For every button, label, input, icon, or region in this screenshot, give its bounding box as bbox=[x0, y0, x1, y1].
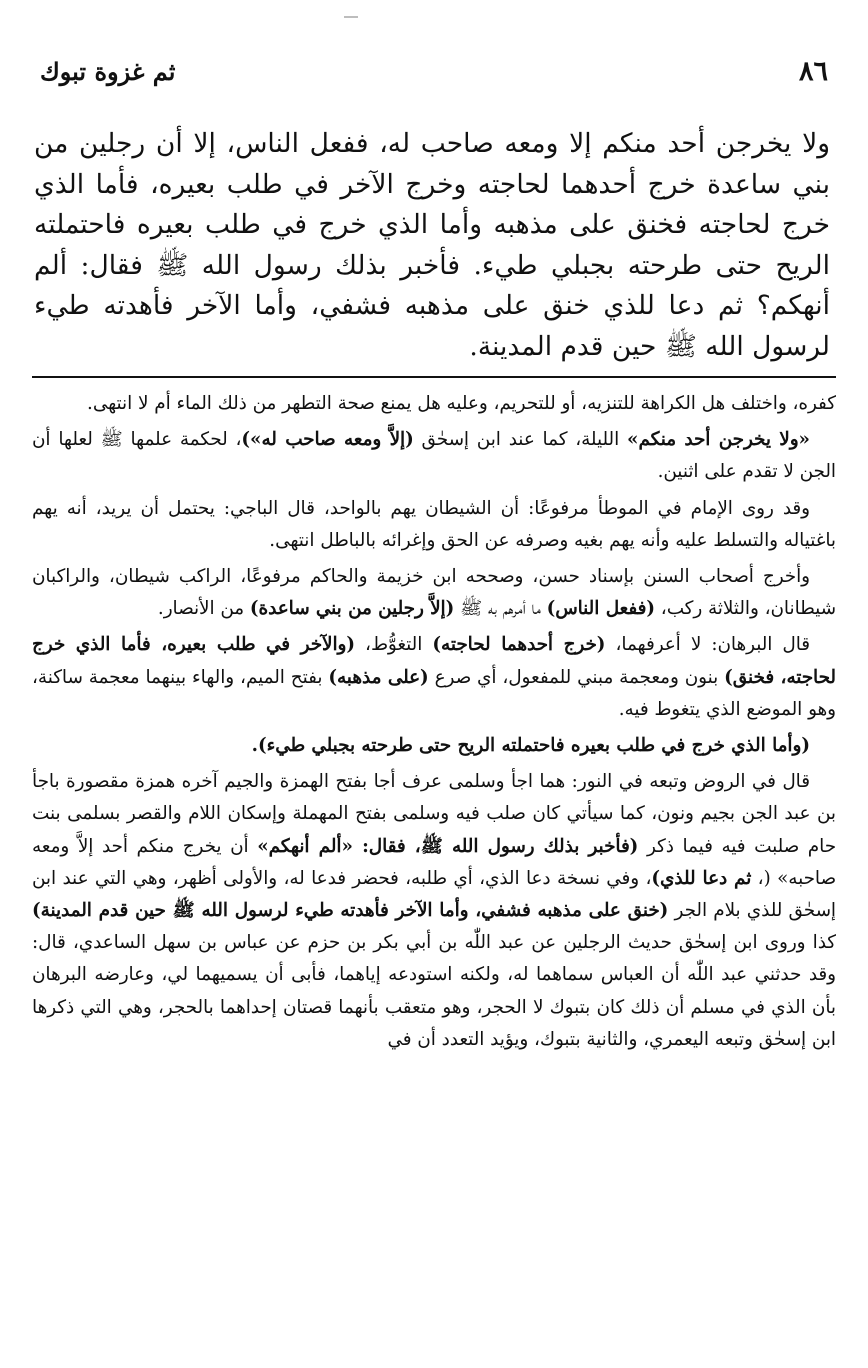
page-number: ٨٦ bbox=[798, 56, 828, 87]
quoted-phrase: «ولا يخرجن أحد منكم» bbox=[627, 429, 810, 451]
commentary-text: قال البرهان: لا أعرفهما، bbox=[605, 634, 811, 656]
commentary-text: بفتح الميم، والهاء بينهما معجمة ساكنة، وهو الموضع الذي يتغوط فيه. bbox=[32, 666, 836, 720]
quoted-phrase: (إلاَّ رجلين من بني ساعدة) bbox=[249, 598, 455, 620]
quoted-phrase: (على مذهبه) bbox=[328, 666, 429, 688]
footnote-divider bbox=[32, 376, 836, 378]
commentary-text: ، لحكمة علمها ﷺ لعلها أن الجن لا تقدم على اثنين. bbox=[32, 429, 836, 483]
commentary-paragraph: كفره، واختلف هل الكراهة للتنزيه، أو للتحريم، وعليه هل يمنع صحة التطهر من ذلك الماء أم لا انتهى. bbox=[87, 393, 836, 414]
commentary-text: من الأنصار. bbox=[157, 598, 250, 620]
commentary-text: الليلة، كما عند ابن إسحٰق bbox=[413, 429, 628, 451]
scan-mark bbox=[344, 16, 358, 18]
quoted-phrase: ثم دعا للذي) bbox=[651, 867, 752, 889]
main-text: ولا يخرجن أحد منكم إلا ومعه صاحب له، ففعل الناس، إلا أن رجلين من بني ساعدة خرج أحدهما لحاجته وخرج الآخر في طلب بعيره، فأما الذي خرج لحاجته فخنق على مذهبه وأما الذي خرج في طلب بعيره فاحتملته الريح حتى طرحته بجبلي طيء. فأخبر بذلك رسول الله ﷺ فقال: ألم أنهكم؟ ثم دعا للذي خنق على مذهبه فشفي، وأما الآخر فأهدته طيء لرسول الله ﷺ حين قدم المدينة. bbox=[34, 128, 830, 362]
commentary-paragraph: وقد روى الإمام في الموطأ مرفوعًا: أن الشيطان يهم بالواحد، قال الباجي: يحتمل أن يريد، أنه يهم باغتياله والتسلط عليه وأنه يهم بغيه وصرفه عن الحق وإغرائه بالباطل انتهى. bbox=[32, 497, 836, 551]
quoted-phrase: (ففعل الناس) bbox=[546, 598, 655, 620]
commentary-paragraph: (وأما الذي خرج في طلب بعيره فاحتملته الريح حتى طرحته بجبلي طيء). bbox=[251, 735, 810, 757]
commentary-paragraph bbox=[32, 561, 836, 625]
commentary-paragraph bbox=[32, 629, 836, 726]
commentary-paragraph bbox=[32, 424, 836, 488]
commentary bbox=[32, 388, 836, 1353]
commentary-text: أن يخرج منكم أحد إلاَّ ومعه صاحبه» (، bbox=[32, 835, 836, 889]
commentary-text: ، وفي نسخة دعا الذي، أي طلبه، فحضر فدعا له، والأولى أظهر، وهي التي عند ابن إسحٰق للذي بلام الجر bbox=[32, 867, 836, 922]
commentary-text: بنون ومعجمة مبني للمفعول، أي صرع bbox=[428, 666, 725, 688]
quoted-phrase: (خنق على مذهبه فشفي، وأما الآخر فأهدته طيء لرسول الله ﷺ حين قدم المدينة) bbox=[32, 900, 669, 922]
commentary-paragraph bbox=[32, 766, 836, 1056]
commentary-text: وأخرج أصحاب السنن بإسناد حسن، وصححه ابن خزيمة والحاكم مرفوعًا، الراكب شيطان، والراكبان شيطانان، والثلاثة ركب، bbox=[32, 566, 836, 620]
running-title: ثم غزوة تبوك bbox=[40, 57, 176, 86]
commentary-text: ما أمرهم به ﷺ bbox=[454, 598, 547, 620]
commentary-text: قال في الروض وتبعه في النور: هما اجأ وسلمى عرف أجا بفتح الهمزة والجيم آخره همزة مقصورة باجأ بن عبد الجن بجيم ونون، كما سيأتي كان صلب فيه وسلمى بفتح المهملة وإسكان اللام والقصر بسلمى بنت حام صلبت فيه فيما ذكر bbox=[32, 771, 836, 857]
commentary-text: كذا وروى ابن إسحٰق حديث الرجلين عن عبد اللّٰه بن أبي بكر بن حزم عن عباس بن سهل الساعدي، قال: وقد حدثني عبد اللّٰه أن العباس سماهما له، ولكنه استودعه إياهما، فأبى أن يسميهما لي، وعارضه البرهان بأن الذي في مسلم أن ذلك كان بتبوك لا الحجر، وهو متعقب بأنهما قصتان إحداهما بالحجر، وهي التي ذكرها ابن إسحٰق وتبعه اليعمري، والثانية بتبوك، ويؤيد التعدد أن في bbox=[32, 932, 836, 1050]
quoted-phrase: (إلاَّ ومعه صاحب له») bbox=[241, 429, 414, 451]
quoted-phrase: (فأخبر بذلك رسول الله ﷺ، فقال: «ألم أنهكم» bbox=[257, 835, 639, 857]
quoted-phrase: (خرج أحدهما لحاجته) bbox=[432, 634, 606, 656]
page-header bbox=[40, 52, 828, 92]
quoted-phrase: (والآخر في طلب بعيره، فأما الذي خرج لحاجته، فخنق) bbox=[32, 634, 836, 688]
commentary-text: التغوُّط، bbox=[355, 634, 433, 656]
